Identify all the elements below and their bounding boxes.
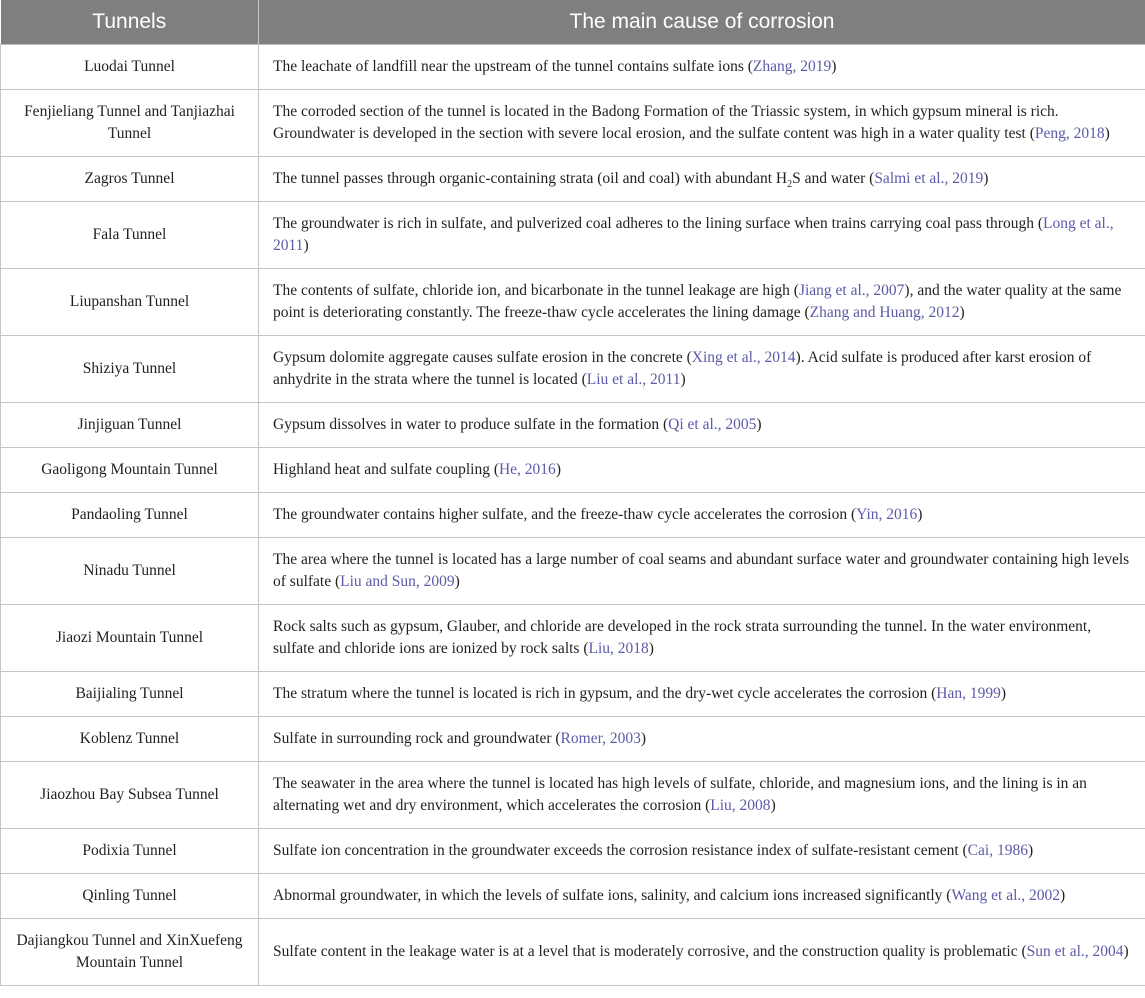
tunnel-name: Jinjiguan Tunnel bbox=[1, 403, 259, 448]
table-row bbox=[1, 336, 1145, 403]
tunnel-name: Fenjieliang Tunnel and Tanjiazhai Tunnel bbox=[1, 90, 259, 157]
table-row bbox=[1, 762, 1145, 829]
citation-link[interactable]: He, 2016 bbox=[498, 461, 556, 478]
table-row bbox=[1, 202, 1145, 269]
citation-link[interactable]: Liu, 2018 bbox=[588, 640, 649, 657]
corrosion-cause: Highland heat and sulfate coupling (He, 2016) bbox=[259, 448, 1145, 493]
tunnel-name: Gaoligong Mountain Tunnel bbox=[1, 448, 259, 493]
table-row bbox=[1, 919, 1145, 986]
citation-link[interactable]: Qi et al., 2005 bbox=[668, 416, 757, 433]
tunnel-name: Luodai Tunnel bbox=[1, 45, 259, 90]
tunnel-name: Fala Tunnel bbox=[1, 202, 259, 269]
corrosion-cause: The seawater in the area where the tunnel is located has high levels of sulfate, chloride, and magnesium ions, and the lining is in an alternating wet and dry environment, which accelerates the corrosion (Liu, 2008) bbox=[259, 762, 1145, 829]
table-row bbox=[1, 493, 1145, 538]
table-row bbox=[1, 874, 1145, 919]
citation-link[interactable]: Sun et al., 2004 bbox=[1026, 943, 1124, 960]
tunnel-name: Jiaozi Mountain Tunnel bbox=[1, 605, 259, 672]
corrosion-cause: The stratum where the tunnel is located is rich in gypsum, and the dry-wet cycle accelerates the corrosion (Han, 1999) bbox=[259, 672, 1145, 717]
table-row bbox=[1, 90, 1145, 157]
table-row bbox=[1, 269, 1145, 336]
corrosion-cause: The groundwater is rich in sulfate, and pulverized coal adheres to the lining surface when trains carrying coal pass through (Long et al., 2011) bbox=[259, 202, 1145, 269]
table-row bbox=[1, 717, 1145, 762]
table-row bbox=[1, 829, 1145, 874]
citation-link[interactable]: Yin, 2016 bbox=[856, 506, 918, 523]
citation-link[interactable]: Liu et al., 2011 bbox=[586, 371, 681, 388]
corrosion-cause: The area where the tunnel is located has a large number of coal seams and abundant surface water and groundwater containing high levels of sulfate (Liu and Sun, 2009) bbox=[259, 538, 1145, 605]
corrosion-cause: Sulfate in surrounding rock and groundwater (Romer, 2003) bbox=[259, 717, 1145, 762]
table-row bbox=[1, 605, 1145, 672]
table-row bbox=[1, 403, 1145, 448]
citation-link[interactable]: Romer, 2003 bbox=[560, 730, 641, 747]
citation-link[interactable]: Cai, 1986 bbox=[967, 842, 1028, 859]
citation-link[interactable]: Xing et al., 2014 bbox=[691, 349, 796, 366]
citation-link[interactable]: Jiang et al., 2007 bbox=[798, 282, 905, 299]
citation-link[interactable]: Han, 1999 bbox=[936, 685, 1001, 702]
corrosion-cause: The tunnel passes through organic-containing strata (oil and coal) with abundant $H_2S$ and water (Salmi et al., 2019) bbox=[259, 157, 1145, 202]
header-tunnels: Tunnels bbox=[1, 0, 259, 45]
tunnel-name: Pandaoling Tunnel bbox=[1, 493, 259, 538]
citation-link[interactable]: Long et al., 2011 bbox=[273, 215, 1114, 254]
citation-link[interactable]: Salmi et al., 2019 bbox=[874, 170, 984, 187]
tunnel-name: Qinling Tunnel bbox=[1, 874, 259, 919]
tunnel-name: Podixia Tunnel bbox=[1, 829, 259, 874]
tunnel-name: Jiaozhou Bay Subsea Tunnel bbox=[1, 762, 259, 829]
corrosion-cause: The groundwater contains higher sulfate, and the freeze-thaw cycle accelerates the corrosion (Yin, 2016) bbox=[259, 493, 1145, 538]
citation-link[interactable]: Peng, 2018 bbox=[1034, 125, 1105, 142]
citation-link[interactable]: Liu, 2008 bbox=[710, 797, 771, 814]
header-main-cause: The main cause of corrosion bbox=[259, 0, 1145, 45]
tunnel-name: Koblenz Tunnel bbox=[1, 717, 259, 762]
citation-link[interactable]: Zhang, 2019 bbox=[752, 58, 832, 75]
table-row bbox=[1, 448, 1145, 493]
tunnel-name: Shiziya Tunnel bbox=[1, 336, 259, 403]
citation-link[interactable]: Zhang and Huang, 2012 bbox=[809, 304, 960, 321]
tunnel-name: Dajiangkou Tunnel and XinXuefeng Mountain Tunnel bbox=[1, 919, 259, 986]
corrosion-cause: The corroded section of the tunnel is located in the Badong Formation of the Triassic system, in which gypsum mineral is rich. Groundwater is developed in the section with severe local erosion, and the sulfate content was high in a water quality test (Peng, 2018) bbox=[259, 90, 1145, 157]
table-row bbox=[1, 45, 1145, 90]
table-row bbox=[1, 157, 1145, 202]
tunnel-name: Ninadu Tunnel bbox=[1, 538, 259, 605]
corrosion-cause: Rock salts such as gypsum, Glauber, and chloride are developed in the rock strata surrounding the tunnel. In the water environment, sulfate and chloride ions are ionized by rock salts (Liu, 2018) bbox=[259, 605, 1145, 672]
table-row bbox=[1, 538, 1145, 605]
tunnel-name: Zagros Tunnel bbox=[1, 157, 259, 202]
corrosion-cause: Gypsum dolomite aggregate causes sulfate erosion in the concrete (Xing et al., 2014). Acid sulfate is produced after karst erosion of anhydrite in the strata where the tunnel is located (Liu et al., 2011) bbox=[259, 336, 1145, 403]
corrosion-cause: The leachate of landfill near the upstream of the tunnel contains sulfate ions (Zhang, 2019) bbox=[259, 45, 1145, 90]
tunnel-name: Liupanshan Tunnel bbox=[1, 269, 259, 336]
corrosion-cause: Sulfate ion concentration in the groundwater exceeds the corrosion resistance index of sulfate-resistant cement (Cai, 1986) bbox=[259, 829, 1145, 874]
citation-link[interactable]: Liu and Sun, 2009 bbox=[340, 573, 455, 590]
corrosion-cause: Abnormal groundwater, in which the levels of sulfate ions, salinity, and calcium ions increased significantly (Wang et al., 2002) bbox=[259, 874, 1145, 919]
header-row bbox=[1, 0, 1145, 45]
citation-link[interactable]: Wang et al., 2002 bbox=[951, 887, 1060, 904]
corrosion-cause: Sulfate content in the leakage water is at a level that is moderately corrosive, and the construction quality is problematic (Sun et al., 2004) bbox=[259, 919, 1145, 986]
tunnel-name: Baijialing Tunnel bbox=[1, 672, 259, 717]
corrosion-cause: Gypsum dissolves in water to produce sulfate in the formation (Qi et al., 2005) bbox=[259, 403, 1145, 448]
table-row bbox=[1, 672, 1145, 717]
corrosion-cause: The contents of sulfate, chloride ion, and bicarbonate in the tunnel leakage are high (Jiang et al., 2007), and the water quality at the same point is deteriorating constantly. The freeze-thaw cycle accelerates the lining damage (Zhang and Huang, 2012) bbox=[259, 269, 1145, 336]
